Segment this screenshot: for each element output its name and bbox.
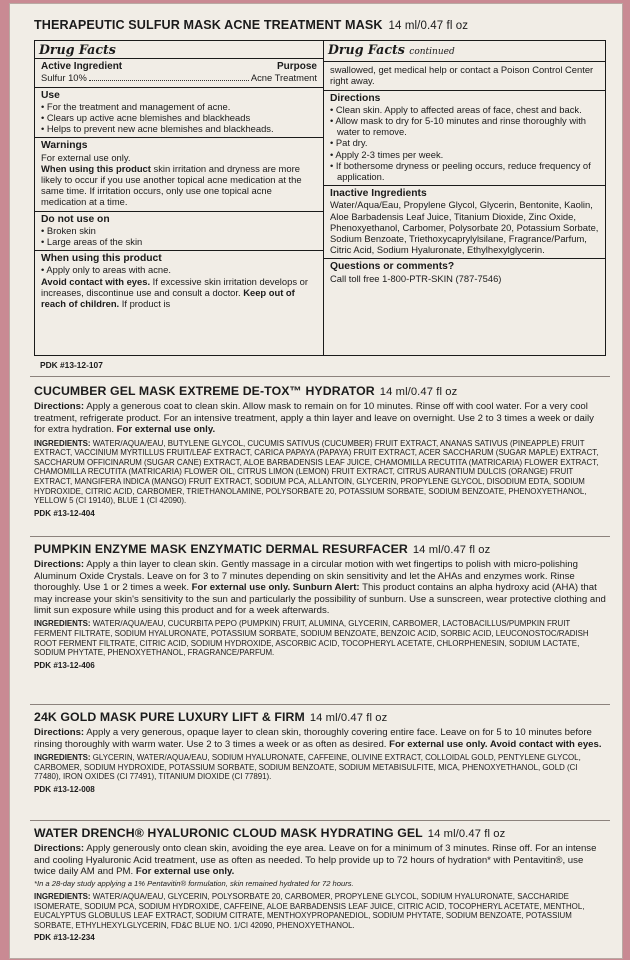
when-using-section <box>35 251 323 312</box>
directions-label: Directions: <box>34 401 85 413</box>
product-size: 14 ml/0.47 fl oz <box>412 544 491 556</box>
drug-facts-left-column <box>35 41 324 355</box>
directions-label: Directions: <box>34 843 85 855</box>
product-ingredients <box>34 753 606 782</box>
list-item: • For the treatment and management of acne. <box>41 101 317 112</box>
directions-text: Apply a very generous, opaque layer to clean skin, thoroughly covering entire face. Leave on for 5 to 10 minutes before rinsing thoroughly with warm water. Use 2 to 3 times a week or as often as desired. <box>34 727 592 750</box>
divider <box>30 376 610 377</box>
divider <box>30 704 610 705</box>
active-ingredient-section <box>35 59 323 87</box>
product-title <box>34 712 606 724</box>
product-size: 14 ml/0.47 fl oz <box>427 828 506 840</box>
directions-text: Apply a generous coat to clean skin. Allow mask to remain on for 10 minutes. Rinse off with cool water. For a very cool treatment, refrigerate product. For an intensive treatment, apply a thin layer and leave on overnight. Use 2 to 3 times a week or daily for extra hydration. <box>34 401 594 436</box>
product-gold <box>34 712 606 795</box>
directions-label: Directions: <box>34 559 85 571</box>
inactive-label: Inactive Ingredients <box>330 188 427 200</box>
ingredients-text: WATER/AQUA/EAU, GLYCERIN, POLYSORBATE 20, CARBOMER, PROPYLENE GLYCOL, SODIUM HYALURONATE, SACCHARIDE ISOMERATE, SODIUM PCA, SODIUM HYDROXIDE, CAFFEINE, ALOE BARBADENSIS LEAF JUICE, CITRIC ACID, TOCOPHERYL ACETATE, MENTHOL, EUCALYPTUS GLOBULUS LEAF EXTRACT, SODIUM CITRATE, MENTHOXYPROPANEDIOL, SODIUM PHYTATE, SODIUM BENZOATE, POTASSIUM SORBATE, ETHYLHEXYLGLYCERIN, FD&C BLUE NO. 1/CI 42090, PHENOXYETHANOL. <box>34 892 585 930</box>
directions-list <box>330 104 599 182</box>
product-name: CUCUMBER GEL MASK EXTREME DE-TOX™ HYDRATOR <box>34 384 375 398</box>
do-not-use-section <box>35 212 323 252</box>
continued-section <box>324 62 605 90</box>
when-using-label: When using this product <box>41 253 162 265</box>
when-using-list <box>41 264 317 275</box>
continued-text: swallowed, get medical help or contact a Poison Control Center right away. <box>330 64 594 87</box>
product-name: 24K GOLD MASK PURE LUXURY LIFT & FIRM <box>34 710 305 724</box>
list-item: • Clears up active acne blemishes and blackheads <box>41 112 317 123</box>
avoid-contact-text <box>41 276 317 310</box>
directions-label: Directions <box>330 92 381 104</box>
product-directions <box>34 559 606 616</box>
active-ingredient-header <box>41 61 317 72</box>
sulfur-mask-title <box>34 18 622 32</box>
leader-dots <box>89 72 249 80</box>
warnings-label: Warnings <box>41 140 88 152</box>
warnings-text: For external use only. <box>41 151 131 163</box>
active-ingredient-label: Active Ingredient <box>41 61 123 73</box>
title-size: 14 ml/0.47 fl oz <box>388 20 469 32</box>
title-text: THERAPEUTIC SULFUR MASK ACNE TREATMENT MASK <box>34 18 383 32</box>
product-name: WATER DRENCH® HYALURONIC CLOUD MASK HYDRATING GEL <box>34 826 423 840</box>
list-item: • Apply 2-3 times per week. <box>330 149 599 160</box>
pdk-code: PDK #13-12-234 <box>34 933 95 943</box>
warnings-when-using <box>41 163 317 208</box>
keep-out-bold: Keep out of reach of children. <box>41 286 295 310</box>
footnote: *In a 28-day study applying a 1% Pentavitin® formulation, skin remained hydrated for 72 hours. <box>34 878 354 888</box>
product-title <box>34 386 606 398</box>
product-directions <box>34 401 606 435</box>
do-not-use-list <box>41 225 317 247</box>
product-title <box>34 828 606 840</box>
product-ingredients <box>34 439 606 506</box>
purpose-value: Acne Treatment <box>250 72 317 84</box>
list-item: • Apply only to areas with acne. <box>41 264 317 275</box>
pdk-code: PDK #13-12-406 <box>34 660 95 670</box>
drug-facts-right-column <box>324 41 605 355</box>
product-water-drench <box>34 828 606 944</box>
active-ingredient-row <box>41 72 317 83</box>
product-name: PUMPKIN ENZYME MASK ENZYMATIC DERMAL RESURFACER <box>34 542 408 556</box>
drug-facts-heading: Drug Facts <box>35 41 323 59</box>
product-cucumber <box>34 386 606 519</box>
directions-tail: This product contains an alpha hydroxy acid (AHA) that may increase your skin's sensitivity to the sun and particularly the possibility of sunburn. Use a sunscreen, wear protective clothing and limit sun exposure while using this product and for a week afterwards. <box>34 582 606 617</box>
questions-text: Call toll free 1-800-PTR-SKIN (787-7546) <box>330 272 502 284</box>
divider <box>30 820 610 821</box>
directions-bold: For external use only. <box>116 424 216 436</box>
product-ingredients <box>34 892 606 930</box>
questions-label: Questions or comments? <box>330 261 455 273</box>
pdk-code: PDK #13-12-008 <box>34 785 95 794</box>
list-item: • Allow mask to dry for 5-10 minutes and rinse thoroughly with water to remove. <box>330 115 599 137</box>
ingredients-label: INGREDIENTS: <box>34 892 91 902</box>
ingredients-label: INGREDIENTS: <box>34 619 91 629</box>
warnings-detail: skin irritation and dryness are more likely to occur if you use another topical acne medication at the same time. If irritation occurs, only use one topical acne medication at a time. <box>41 162 302 208</box>
do-not-use-label: Do not use on <box>41 213 110 225</box>
ingredients-text: GLYCERIN, WATER/AQUA/EAU, SODIUM HYALURONATE, CAFFEINE, OLIVINE EXTRACT, COLLOIDAL GOLD, PENTYLENE GLYCOL, CARBOMER, SODIUM HYDROXIDE, POTASSIUM SORBATE, SODIUM BENZOATE, SODIUM METABISULFITE, MICA, PHENOXYETHANOL, GOLD (CI 77480), IRON OXIDES (CI 77491), TITANIUM DIOXIDE (CI 77891). <box>34 753 581 782</box>
directions-bold: For external use only. <box>135 866 235 878</box>
drug-facts-heading-continued <box>324 41 605 62</box>
use-section <box>35 88 323 139</box>
directions-bold: For external use only. Avoid contact with eyes. <box>389 738 602 750</box>
use-list <box>41 101 317 135</box>
product-directions <box>34 843 606 877</box>
use-label: Use <box>41 89 60 101</box>
questions-section <box>324 259 605 286</box>
drug-facts-panel <box>34 40 606 356</box>
divider <box>30 536 610 537</box>
product-title <box>34 544 606 556</box>
avoid-bold: Avoid contact with eyes. <box>41 275 151 287</box>
directions-section <box>324 91 605 187</box>
product-pumpkin <box>34 544 606 671</box>
pdk-code: PDK #13-12-107 <box>40 360 103 370</box>
ingredients-label: INGREDIENTS: <box>34 753 91 763</box>
inactive-text: Water/Aqua/Eau, Propylene Glycol, Glycerin, Bentonite, Kaolin, Aloe Barbadensis Leaf Juice, Titanium Dioxide, Zinc Oxide, Phenoxyethanol, Carbomer, Polysorbate 20, Potassium Sorbate, Sodium Benzoate, Triethoxycaprylylsilane, Fragrance/Parfum, Citric Acid, Sodium Hyaluronate, Ethylhexylglycerin. <box>330 199 599 256</box>
heading-text: Drug Facts <box>328 42 405 57</box>
directions-text: Apply a thin layer to clean skin. Gently massage in a circular motion with wet fingertips to polish with micro-polishing Aluminum Oxide Crystals. Leave on for 3 to 7 minutes depending on skin sensitivity and let the AHAs and enzymes work. Rinse thoroughly. Use 1 or 2 times a week. <box>34 559 578 594</box>
ingredients-label: INGREDIENTS: <box>34 438 91 448</box>
active-ingredient-value: Sulfur 10% <box>41 72 87 84</box>
list-item: • Clean skin. Apply to affected areas of face, chest and back. <box>330 104 599 115</box>
warnings-section <box>35 138 323 211</box>
pdk-code: PDK #13-12-404 <box>34 508 95 518</box>
list-item: • Broken skin <box>41 225 317 236</box>
list-item: • Helps to prevent new acne blemishes and blackheads. <box>41 123 317 134</box>
label-sheet <box>10 4 622 958</box>
product-directions <box>34 727 606 750</box>
continued-label: continued <box>409 47 455 57</box>
product-size: 14 ml/0.47 fl oz <box>309 712 388 724</box>
directions-label: Directions: <box>34 727 85 739</box>
inactive-ingredients-section <box>324 186 605 259</box>
ingredients-text: WATER/AQUA/EAU, BUTYLENE GLYCOL, CUCUMIS SATIVUS (CUCUMBER) FRUIT EXTRACT, ANANAS SATIVUS (PINEAPPLE) FRUIT EXTRACT, VACCINIUM MYRTILLUS FRUIT/LEAF EXTRACT, CARICA PAPAYA (PAPAYA) FRUIT EXTRACT, ACER SACCHARUM (SUGAR MAPLE) EXTRACT, SACCHARUM OFFICINARUM (SUGAR CANE) EXTRACT, ALOE BARBADENSIS LEAF JUICE, CHAMOMILLA RECUTITA (MATRICARIA) FLOWER EXTRACT, CHAMOMILLA RECUTITA (MATRICARIA) FLOWER OIL, CITRUS LIMON (LEMON) FRUIT EXTRACT, CITRUS AURANTIUM DULCIS (ORANGE) FRUIT EXTRACT, MANGIFERA INDICA (MANGO) FRUIT EXTRACT, SODIUM PCA, ALLANTOIN, GLYCERIN, PROPYLENE GLYCOL, DISODIUM EDTA, SODIUM HYDROXIDE, CITRIC ACID, CARBOMER, TRIETHANOLAMINE, POLYSORBATE 20, POTASSIUM SORBATE, SODIUM BENZOATE, PHENOXYETHANOL, YELLOW 5 (CI 19140), BLUE 1 (CI 42090). <box>34 438 599 506</box>
keep-out-tail: If product is <box>121 298 171 310</box>
directions-text: Apply generously onto clean skin, avoiding the eye area. Leave on for a minimum of 3 minutes. Rinse off. For an intense and cooling Hyaluronic Acid treatment, use as often as needed. To help provide up to 72 hours of hydration* with Pentavitin®, use twice daily AM and PM. <box>34 843 597 878</box>
warnings-bold: When using this product <box>41 162 151 174</box>
directions-bold: For external use only. Sunburn Alert: <box>191 582 360 594</box>
list-item: • Pat dry. <box>330 137 599 148</box>
product-ingredients <box>34 619 606 657</box>
purpose-label: Purpose <box>276 61 317 73</box>
list-item: • Large areas of the skin <box>41 236 317 247</box>
avoid-detail: If excessive skin irritation develops or increases, discontinue use and consult a doctor. <box>41 275 308 298</box>
list-item: • If bothersome dryness or peeling occurs, reduce frequency of application. <box>330 160 599 182</box>
ingredients-text: WATER/AQUA/EAU, CUCURBITA PEPO (PUMPKIN) FRUIT, ALUMINA, GLYCERIN, CARBOMER, LACTOBACILLUS/PUMPKIN FRUIT FERMENT FILTRATE, SODIUM HYALURONATE, POTASSIUM SORBATE, SODIUM BENZOATE, BENZOIC ACID, SORBIC ACID, LEUCONOSTOC/RADISH ROOT FERMENT FILTRATE, CITRIC ACID, SODIUM HYDROXIDE, ASCORBIC ACID, TOCOPHERYL ACETATE, CHLORPHENESIN, SODIUM LACTATE, SODIUM PHYTATE, PHENOXYETHANOL, FRAGRANCE/PARFUM. <box>34 619 589 658</box>
product-size: 14 ml/0.47 fl oz <box>379 386 458 398</box>
